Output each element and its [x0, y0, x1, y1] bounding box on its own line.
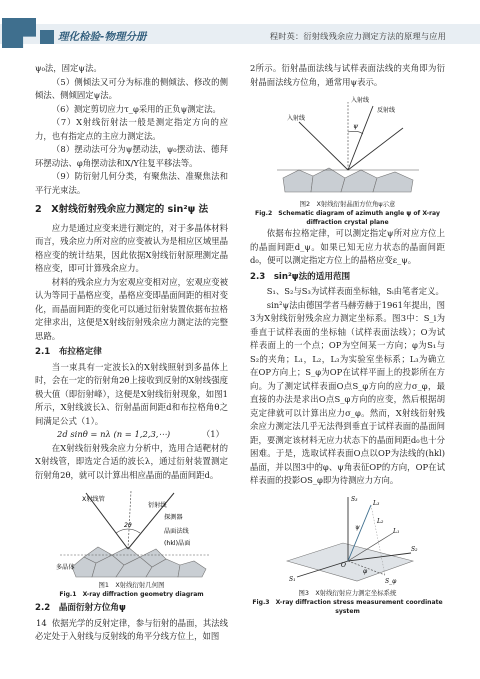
- figure-2-caption: 图2 X射线衍射晶面方位角ψ示意: [299, 200, 396, 208]
- fig1-label-diffracted: 衍射线: [147, 502, 167, 509]
- equation-1: [35, 428, 228, 442]
- page-number: 14: [36, 618, 47, 628]
- page-header: [0, 0, 480, 52]
- paragraph: 在X射线衍射残余应力分析中，选用合适靶材的X射线管，即选定合适的波长λ，通过衍射装置测定衍射角2θ，就可以计算出相应晶面的晶面间距d。: [35, 442, 228, 480]
- subsection-heading: 2.2 晶面衍射方位角ψ: [35, 603, 126, 613]
- fig1-label-angle: 2θ: [123, 522, 132, 529]
- figure-2-caption-en: Fig.2 Schematic diagram of azimuth angle ψ of X-ray diffraction crystal plane: [255, 210, 440, 226]
- fig1-label-plane: (hkl)晶面: [163, 540, 190, 547]
- paragraph: （7）X射线衍射法一般是测定指定方向的应力，也有指定点的主应力测定法。: [35, 117, 228, 141]
- left-column: [35, 62, 228, 644]
- figure-3-caption: 图3 X射线衍射应力测定坐标系统: [298, 588, 397, 597]
- paragraph: ψ₀法，固定ψ法。: [35, 63, 102, 73]
- fig3-label-o: O: [340, 561, 346, 569]
- figure-1-caption: 图1 X射线衍射几何图: [98, 581, 165, 589]
- paragraph: 材料的残余应力为宏观应变相对应，宏观应变被认为等同于晶格应变，晶格应变即晶面间距的相对变化，而晶面间距的变化可以通过衍射装置依据布拉格定律求出，这便是X射线衍射残余应力测定法的完整思路。: [35, 276, 228, 341]
- paragraph: 应力是通过应变来进行测定的，对于多晶体材料而言，残余应力所对应的应变被认为是相应区域里晶格应变的统计结果，因此依据X射线衍射原理测定晶格应变，即可计算残余应力。: [35, 222, 228, 273]
- stress-coordinate-system-diagram: [273, 491, 423, 589]
- fig3-label-s3: S₃: [350, 495, 358, 503]
- right-column: [250, 62, 445, 616]
- paragraph: S₁、S₂与S₃为试样表面坐标轴，Sᵢ由笔者定义。: [266, 286, 444, 296]
- fig3-label-s2: S₂: [410, 545, 418, 553]
- x-ray-diffraction-geometry-diagram: [52, 485, 212, 581]
- fig2-label-psi: ψ: [352, 122, 358, 130]
- figure-1: [52, 485, 212, 581]
- paragraph: 依据光学的反射定律，参与衍射的晶面，其法线必定处于入射线与反射线的角平分线方位上，如图: [35, 617, 228, 641]
- fig2-label-incident: 入射线: [286, 115, 305, 122]
- fig3-label-l3: L₃: [372, 499, 379, 507]
- fig3-label-phi: φ: [362, 567, 367, 575]
- paragraph: 2所示。衍射晶面法线与试样表面法线的夹角即为衍射晶面法线方位角，通常用ψ表示。: [250, 63, 445, 87]
- fig1-label-detector: 探测器: [163, 514, 183, 521]
- azimuth-angle-diagram: [273, 92, 423, 200]
- journal-name: 理化检验-物理分册: [58, 31, 147, 43]
- fig1-label-normal: 晶面法线: [163, 528, 189, 535]
- figure-2: [273, 92, 423, 200]
- fig3-label-l1: L₁: [392, 527, 399, 535]
- subsection-heading: 2.1 布拉格定律: [35, 347, 102, 357]
- section-heading: 2 X射线衍射残余应力测定的 sin²ψ 法: [35, 204, 209, 215]
- running-title: 程时英：衍射线残余应力测定方法的原理与应用: [269, 31, 446, 41]
- figure-3-caption-en: Fig.3 X-ray diffraction stress measurement coordinate system: [252, 598, 443, 615]
- fig1-label-sample: 多晶体: [55, 564, 75, 571]
- paragraph: （9）防衍射几何分类，有聚焦法、准聚焦法和平行光束法。: [35, 171, 228, 195]
- figure-1-caption-en: Fig.1 X-ray diffraction geometry diagram: [59, 591, 204, 598]
- fig3-label-s1: S₁: [288, 575, 296, 583]
- paragraph: （8）摆动法可分为ψ摆动法，ψ₀摆动法、德拜环摆动法、φ角摆动法和X/Y往复平移法等。: [35, 144, 228, 168]
- figure-3: [273, 491, 423, 589]
- subsection-heading: 2.3 sin²ψ法的适用范围: [250, 271, 351, 282]
- paragraph: （6）测定剪切应力τ_φ采用的正负ψ测定法。: [51, 103, 221, 114]
- paragraph: 当一束具有一定波长λ的X射线照射到多晶体上时，会在一定的衍射角2θ上接收到反射的X射线强度极大值（即衍射峰），这便是X射线衍射现象，如图1所示，X射线波长λ、衍射晶面间距d和布拉格角θ之间满足公式（1）。: [35, 361, 228, 426]
- paragraph: sin²ψ法由德国学者马赫劳赫于1961年提出，图3为X射线衍射残余应力测定坐标系。图3中：S_i为垂直于试样表面的坐标轴（试样表面法线）；O为试样表面上的一个点；OP为空间某一方向；φ为S₁与S₂的夹角；L₁，L₂，L₃为实验室坐标系；L₃为确立在OP方向上；S_φ为OP在试样平面上的投影所在方向。为了测定试样表面O点S_φ方向的应力σ_φ，最直接的办法是求出O点S_φ方向的应变，然后根据胡克定律就可以计算出应力σ_φ。然而，X射线衍射残余应力测定法几乎无法得到垂直于试样表面的晶面间距，要测定该材料无应力状态下的晶面间距d₀也十分困难。于是，选取试样表面O点以OP为法线的(hkl)晶面，并以图3中的φ、ψ角表征OP的方向，OP在试样表面的投影OS_φ即为待测应力方向。: [250, 299, 445, 485]
- fig3-label-l2: L₂: [376, 517, 383, 525]
- fig2-label-normal: 反射线: [376, 107, 395, 114]
- fig3-label-sphi: S_φ: [384, 577, 396, 585]
- journal-logo-block: [40, 30, 54, 44]
- paragraph: （5）侧倾法又可分为标准的侧倾法、修改的侧倾法、侧倾固定ψ法。: [35, 76, 228, 100]
- equation-number: （1）: [201, 429, 224, 439]
- paragraph: 依据布拉格定律，可以测定指定ψ所对应方位上的晶面间距d_ψ。如果已知无应力状态的晶面间距d₀，便可以测定指定方位上的晶格应变ε_ψ。: [250, 228, 445, 265]
- fig1-label-incident: X射线管: [81, 496, 105, 503]
- equation-text: 2d sinθ = nλ (n = 1,2,3,⋯): [57, 429, 171, 439]
- fig3-label-psi: ψ: [354, 523, 360, 531]
- fig2-label-top: 入射线: [350, 97, 369, 104]
